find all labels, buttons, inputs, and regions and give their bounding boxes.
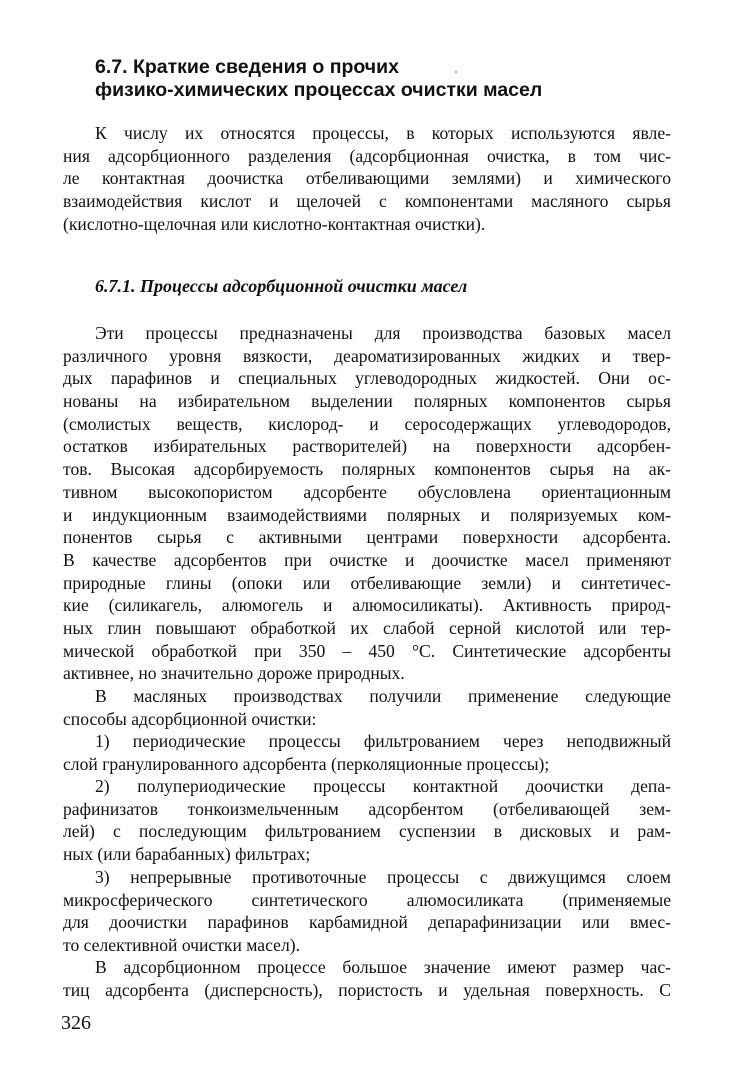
text-line: ных (или барабанных) фильтрах; <box>63 844 311 865</box>
text-line: понентов сырья с активными центрами поверхности адсорбента. <box>63 527 671 548</box>
text-line: лей) с последующим фильтрованием суспензии в дисковых и рам- <box>63 821 671 842</box>
text-line: тов. Высокая адсорбируемость полярных компонентов сырья на ак- <box>63 459 671 480</box>
text-line: ния адсорбционного разделения (адсорбционная очистка, в том чис- <box>63 145 671 166</box>
text-line: 1) периодические процессы фильтрованием через неподвижный <box>95 731 671 751</box>
text-line: способы адсорбционной очистки: <box>63 708 317 729</box>
text-line: В адсорбционном процессе большое значение имеют размер час- <box>95 957 671 977</box>
text-line: В качестве адсорбентов при очистке и доочистке масел применяют <box>63 549 671 570</box>
list-item-2 <box>63 775 671 866</box>
text-line: тивном высокопористом адсорбенте обусловлена ориентационным <box>63 481 671 502</box>
text-line: ле контактная доочистка отбеливающими землями) и химического <box>63 168 671 189</box>
text-line: кие (силикагель, алюмогель и алюмосиликаты). Активность природ- <box>63 595 671 616</box>
text-line: 3) непрерывные противоточные процессы с движущимся слоем <box>95 867 671 887</box>
scan-speck <box>455 71 457 73</box>
text-line: ных глин повышают обработкой их слабой серной кислотой или тер- <box>63 617 671 638</box>
paragraph-processes <box>63 322 671 685</box>
page-number: 326 <box>61 1012 91 1034</box>
text-line: (кислотно-щелочная или кислотно-контактная очистки). <box>63 213 486 234</box>
list-item-3 <box>63 866 671 957</box>
section-title <box>95 56 685 102</box>
paragraph-methods-intro <box>63 685 671 730</box>
text-line: тиц адсорбента (дисперсность), пористость и удельная поверхность. С <box>63 979 671 1000</box>
text-line: взаимодействия кислот и щелочей с компонентами масляного сырья <box>63 191 671 212</box>
text-line: дых парафинов и специальных углеводородных жидкостей. Они ос- <box>63 368 671 389</box>
text-line: различного уровня вязкости, деароматизированных жидких и твер- <box>63 345 671 366</box>
text-line: микросферического синтетического алюмосиликата (применяемые <box>63 889 671 910</box>
text-line: К числу их относятся процессы, в которых используются явле- <box>95 123 671 143</box>
text-line: остатков избирательных растворителей) на поверхности адсорбен- <box>63 436 671 457</box>
subsection-title: 6.7.1. Процессы адсорбционной очистки масел <box>95 276 468 296</box>
section-title-line: 6.7. Краткие сведения о прочих <box>95 56 399 78</box>
text-line: мической обработкой при 350 – 450 °С. Синтетические адсорбенты <box>63 640 671 661</box>
text-line: природные глины (опоки или отбеливающие земли) и синтетичес- <box>63 572 671 593</box>
text-line: В масляных производствах получили применение следующие <box>95 686 671 706</box>
text-line: слой гранулированного адсорбента (перколяционные процессы); <box>63 753 550 774</box>
text-line: и индукционным взаимодействиями полярных и поляризуемых ком- <box>63 504 671 525</box>
text-line: 2) полупериодические процессы контактной доочистки депа- <box>95 776 671 796</box>
text-line: (смолистых веществ, кислород- и серосодержащих углеводородов, <box>63 413 671 434</box>
text-line: нованы на избирательном выделении полярных компонентов сырья <box>63 391 671 412</box>
text-line: рафинизатов тонкоизмельченным адсорбентом (отбеливающей зем- <box>63 798 671 819</box>
paragraph-particle-size <box>63 956 671 1001</box>
text-line: то селективной очистки масел). <box>63 935 300 956</box>
list-item-1 <box>63 730 671 775</box>
text-line: активнее, но значительно дороже природных. <box>63 663 405 684</box>
text-line: для доочистки парафинов карбамидной депарафинизации или вмес- <box>63 912 671 933</box>
text-line: Эти процессы предназначены для производства базовых масел <box>95 323 671 343</box>
intro-paragraph <box>63 122 671 235</box>
section-title-line: физико-химических процессах очистки масел <box>95 79 543 101</box>
